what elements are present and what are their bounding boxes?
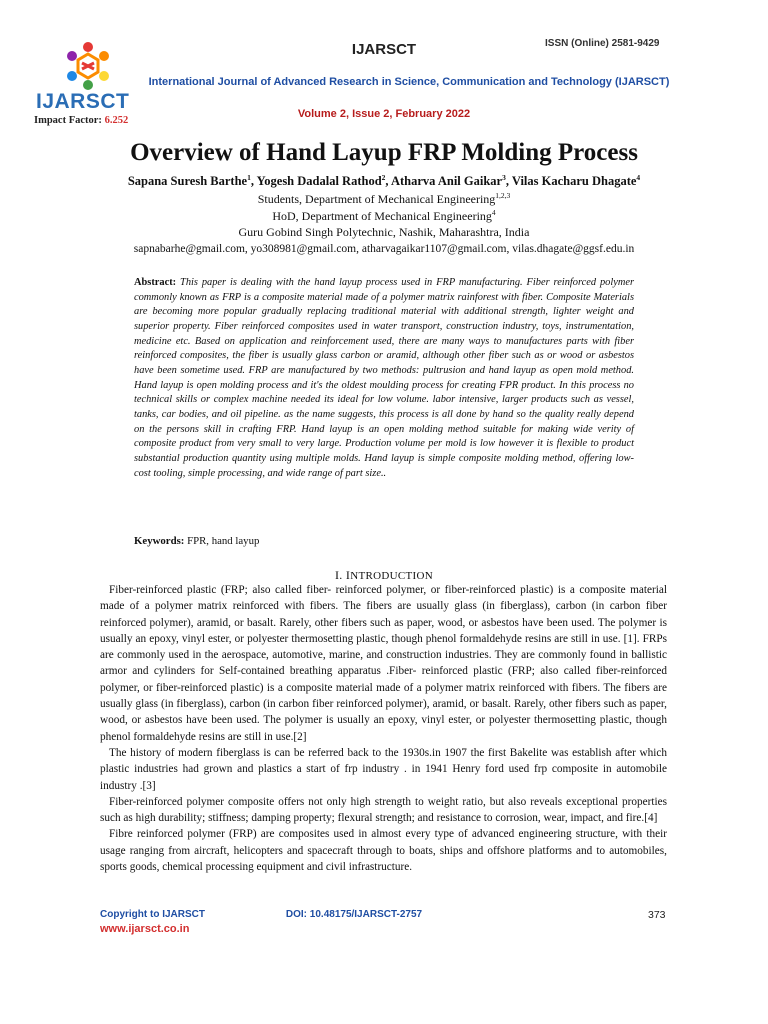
section-title-rest: NTRODUCTION [350,570,433,582]
logo-text: IJARSCT [36,90,130,113]
abstract-text: This paper is dealing with the hand layup process used in FRP manufacturing. Fiber reinforced polymer commonly known as FRP is a composite material made of a polymer matrix rainforest with fiber. Composite Materials are becoming more popular gradually replacing traditional material with additional strength, lighter weight and superior property. Fiber reinforced composites used in water transport, construction industry, toys, instrumentation, medicine etc. Based on application and reinforcement used, there are many ways to manufactures parts with fiber reinforced composites, the fiber is usually glass carbon or aramid, although other fiber such as or wood or asbestos have been sometime used. FRP are manufactured by two methods: pultrusion and hand layup as open mold method. Hand layup is open molding process and it's the oldest moulding process for creating FPR product. In this process no technical skills or complex machine needed its ideal for low volume. labor intensive, larger products such as vessel, tanks, car bodies, and oil pipeline. as the name suggests, this process is all done by hand so the quality really depend on the persons skill in crafting FRP. Hand layup is an open molding method suitable for making wide verity of composite product from very small to very large. Production volume per mold is low however it is flexible to product substantial production quantity using multiple molds. Hand layup is simple composite molding method, offering low-cost tooling, simple processing, and wide range of part size.. [134,277,634,479]
author-name: Yogesh Dadalal Rathod [256,174,382,189]
paragraph: Fiber-reinforced plastic (FRP; also called fiber- reinforced polymer, or fiber-reinforced plastic) is a composite material made of a polymer matrix reinforced with fibers. The fibers are usually glass (in fiberglass), carbon (in carbon fiber reinforced polymer), aramid, or basalt. Rarely, other fibers such as paper, wood, or asbestos have been used. The polymer is usually an epoxy, vinyl ester, or polyester thermosetting plastic, though phenol formaldehyde resins are still in use. [1]. FRPs are commonly used in the aerospace, automotive, marine, and construction industries. They are commonly found in ballistic armor and cylinders for Self-contained breathing apparatus .Fiber- reinforced plastic (FRP; also called fiber-reinforced polymer, or fiber-reinforced plastic) is a composite material made of a polymer matrix reinforced with fibers. The fibers are usually glass (in fiberglass), carbon (in carbon fiber reinforced polymer), aramid, or basalt. Rarely, other fibers such as paper, wood, or asbestos have been used. The polymer is usually an epoxy, vinyl ester, or polyester thermosetting plastic, though phenol formaldehyde resins are still in use.[2] [100,584,667,743]
journal-full-name: International Journal of Advanced Research in Science, Communication and Technology (IJARSCT) [148,76,670,88]
doi: DOI: 10.48175/IJARSCT-2757 [285,909,423,920]
author-name: Atharva Anil Gaikar [390,174,503,189]
author-emails: sapnabarhe@gmail.com, yo308981@gmail.com, atharvagaikar1107@gmail.com, vilas.dhagate@ggsf.edu.in [133,243,635,255]
abstract [134,276,634,481]
affiliation-text: Students, Department of Mechanical Engineering [257,192,496,206]
author-sup: 2 [381,173,386,182]
page-number: 373 [648,909,666,921]
issn: ISSN (Online) 2581-9429 [545,38,660,49]
author-list: Sapana Suresh Barthe$^1$, Yogesh Dadalal Rathod$^2$, Atharva Anil Gaikar$^3$, Vilas Kacharu Dhagate$^4$ [127,173,641,189]
paragraph: The history of modern fiberglass is can be referred back to the 1930s.in 1907 the first Bakelite was establish after which plastic industries had grown and plastics a start of frp industry . in 1941 Henry ford used frp composite in automobile industry .[3] [100,746,667,792]
paper-title: Overview of Hand Layup FRP Molding Process [130,139,638,166]
affiliation-text: HoD, Department of Mechanical Engineering [272,209,492,223]
author-sup: 1 [247,173,251,182]
volume-issue: Volume 2, Issue 2, February 2022 [297,108,471,120]
author-name: Vilas Kacharu Dhagate [511,174,637,189]
author-sup: 3 [502,173,506,182]
abstract-label: Abstract: [134,277,177,288]
affiliation [0,191,768,207]
keywords [134,535,259,547]
keywords-text: FPR, hand layup [187,535,260,547]
paragraph: Fibre reinforced polymer (FRP) are composites used in almost every type of advanced engineering structure, with their usage ranging from aircraft, helicopters and spacecraft through to boats, ships and offshore platforms and to automobiles, sports goods, chemical processing equipment and civil infrastructure. [100,828,667,874]
copyright: Copyright to IJARSCT [100,909,205,920]
section-heading [0,568,768,583]
affiliation [0,225,768,240]
section-first-letter: I [345,568,351,582]
impact-factor-value: 6.252 [104,115,129,126]
keywords-label: Keywords: [134,535,185,547]
body-text [100,582,667,875]
website-link[interactable]: www.ijarsct.co.in [100,923,190,935]
author-sup: 4 [636,173,641,182]
paragraph: Fiber-reinforced polymer composite offers not only high strength to weight ratio, but also reveals exceptional properties such as high durability; stiffness; damping property; flexural strength; and resistance to corrosion, wear, impact, and fire.[4] [100,795,667,825]
author-name: Sapana Suresh Barthe [127,174,248,189]
affiliation [0,208,768,224]
affiliation-sup: 4 [491,208,496,217]
section-number: I. [335,568,346,582]
impact-factor-label: Impact Factor: [34,115,105,126]
affiliation-text: Guru Gobind Singh Polytechnic, Nashik, Maharashtra, India [238,225,530,239]
affiliation-sup: 1,2,3 [495,191,511,200]
journal-abbreviation: IJARSCT [351,41,417,58]
